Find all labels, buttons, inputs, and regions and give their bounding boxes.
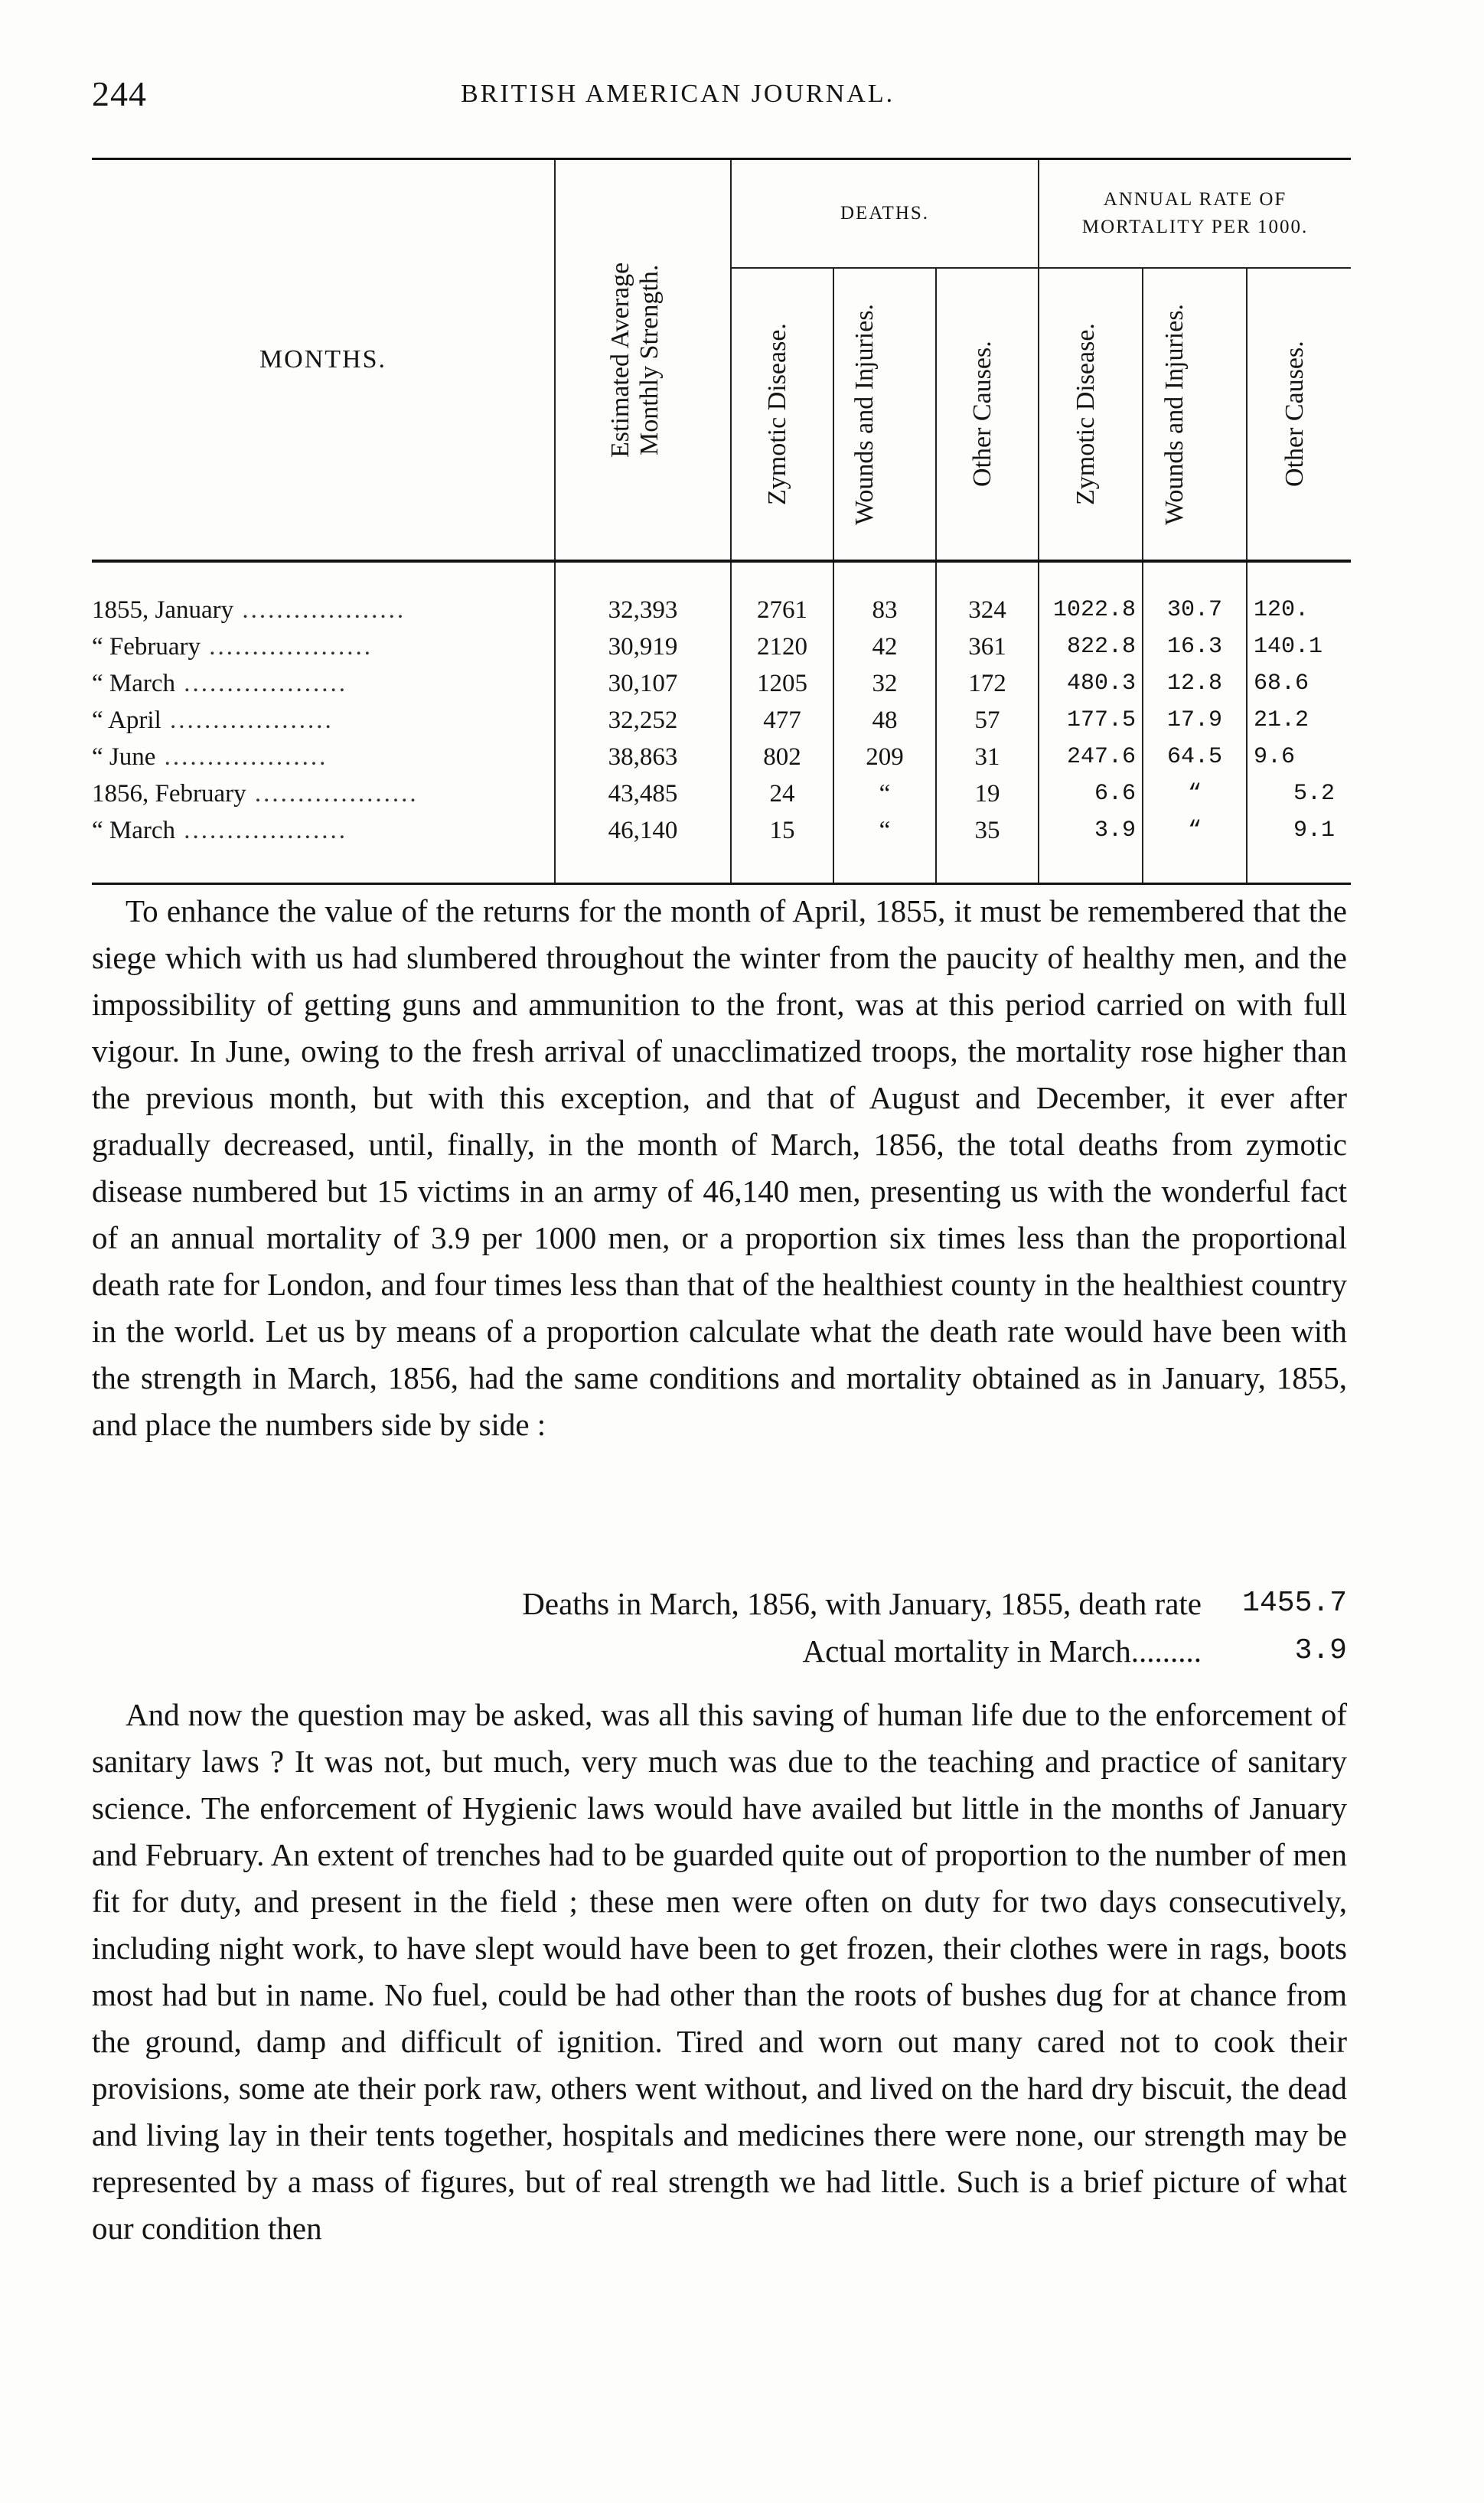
comparison-row (92, 1627, 1347, 1675)
deaths-other-cell: 361 (936, 628, 1039, 665)
comparison-value: 3.9 (1294, 1634, 1347, 1667)
comparison-label: Deaths in March, 1856, with January, 1855, death rate (522, 1586, 1202, 1621)
rate-zymotic-cell: 1022.8 (1039, 592, 1143, 628)
deaths-other-cell: 324 (936, 592, 1039, 628)
comparison-label: Actual mortality in March......... (802, 1633, 1202, 1669)
months-column-header: MONTHS. (92, 159, 555, 562)
rate-zymotic-cell: 3.9 (1039, 812, 1143, 849)
rate-other-cell: 9.1 (1247, 812, 1351, 849)
page-number: 244 (92, 74, 147, 113)
strength-cell: 46,140 (555, 812, 731, 849)
rate-wounds-cell: 12.8 (1143, 665, 1247, 702)
rate-other-cell: 5.2 (1247, 775, 1351, 812)
month-label: “ April (92, 707, 161, 734)
strength-cell: 30,919 (555, 628, 731, 665)
strength-header-text: Estimated Average Monthly Strength. (606, 262, 664, 458)
table-row (92, 775, 1351, 812)
month-label: 1856, February (92, 780, 246, 808)
rate-zymotic-cell: 480.3 (1039, 665, 1143, 702)
deaths-wounds-header-text: Wounds and Injuries. (850, 303, 879, 525)
deaths-zymotic-cell: 477 (731, 702, 833, 739)
deaths-other-cell: 35 (936, 812, 1039, 849)
rate-other-cell: 140.1 (1247, 628, 1351, 665)
running-head: BRITISH AMERICAN JOURNAL. (461, 80, 895, 108)
deaths-wounds-header (833, 268, 936, 561)
deaths-other-cell: 19 (936, 775, 1039, 812)
rate-wounds-cell: 16.3 (1143, 628, 1247, 665)
paragraph-text: To enhance the value of the returns for the month of April, 1855, it must be remembered that the siege which with us had slumbered throughout the winter from the paucity of healthy men, and the impossibility of getting guns and ammunition to the front, was at this period carried on with full vigour. In June, owing to the fresh arrival of unacclimatized troops, the mortality rose higher than the previous month, but with this exception, and that of August and December, it ever after gradually decreased, until, finally, in the month of March, 1856, the total deaths from zymotic disease numbered but 15 victims in an army of 46,140 men, presenting us with the wonderful fact of an annual mortality of 3.9 per 1000 men, or a proportion six times less than the proportional death rate for London, and four times less than that of the healthiest county in the healthiest country in the world. Let us by means of a proportion calculate what the death rate would have been with the strength in March, 1856, had the same conditions and mortality obtained as in January, 1855, and place the numbers side by side : (92, 893, 1347, 1442)
rate-wounds-cell: 64.5 (1143, 739, 1247, 775)
deaths-other-cell: 57 (936, 702, 1039, 739)
rate-other-cell: 21.2 (1247, 702, 1351, 739)
month-cell: “ April ................... (92, 707, 334, 734)
table-row (92, 665, 1351, 702)
month-cell: 1855, January ................... (92, 596, 406, 624)
deaths-other-header (936, 268, 1039, 561)
deaths-wounds-cell: 83 (833, 592, 936, 628)
table-row (92, 628, 1351, 665)
rate-zymotic-header-text: Zymotic Disease. (1071, 323, 1101, 505)
rate-zymotic-cell: 6.6 (1039, 775, 1143, 812)
deaths-zymotic-cell: 24 (731, 775, 833, 812)
rate-other-cell: 120. (1247, 592, 1351, 628)
body-paragraph-1 (92, 888, 1347, 1448)
rate-other-cell: 68.6 (1247, 665, 1351, 702)
mortality-table (92, 158, 1351, 885)
rate-wounds-cell: 17.9 (1143, 702, 1247, 739)
death-rate-comparison (92, 1580, 1347, 1675)
strength-cell: 43,485 (555, 775, 731, 812)
rate-other-header-text: Other Causes. (1280, 341, 1309, 488)
month-label: “ March (92, 670, 176, 697)
table-row (92, 592, 1351, 628)
rate-wounds-header-text: Wounds and Injuries. (1160, 303, 1189, 525)
deaths-zymotic-cell: 15 (731, 812, 833, 849)
strength-cell: 32,393 (555, 592, 731, 628)
month-cell: “ March ................... (92, 670, 348, 697)
rate-zymotic-header (1039, 268, 1143, 561)
deaths-other-header-text: Other Causes. (968, 341, 996, 488)
deaths-zymotic-cell: 2120 (731, 628, 833, 665)
body-paragraph-2 (92, 1692, 1347, 2252)
month-label: “ February (92, 633, 201, 661)
deaths-other-cell: 31 (936, 739, 1039, 775)
month-label: “ March (92, 817, 176, 844)
rate-wounds-header (1143, 268, 1247, 561)
deaths-wounds-cell: “ (833, 775, 936, 812)
deaths-wounds-cell: 209 (833, 739, 936, 775)
strength-cell: 30,107 (555, 665, 731, 702)
strength-cell: 32,252 (555, 702, 731, 739)
rate-other-cell: 9.6 (1247, 739, 1351, 775)
table-row (92, 702, 1351, 739)
deaths-wounds-cell: 48 (833, 702, 936, 739)
month-cell: “ June ................... (92, 743, 328, 771)
table-row (92, 739, 1351, 775)
month-label: “ June (92, 743, 156, 771)
strength-column-header (555, 159, 731, 562)
deaths-zymotic-header-text: Zymotic Disease. (763, 323, 791, 505)
month-label: 1855, January (92, 596, 234, 624)
deaths-zymotic-header (731, 268, 833, 561)
rate-zymotic-cell: 822.8 (1039, 628, 1143, 665)
deaths-zymotic-cell: 802 (731, 739, 833, 775)
deaths-wounds-cell: 32 (833, 665, 936, 702)
page-header (92, 73, 1347, 119)
deaths-other-cell: 172 (936, 665, 1039, 702)
deaths-zymotic-cell: 2761 (731, 592, 833, 628)
rate-wounds-cell: “ (1143, 775, 1247, 812)
paragraph-text: And now the question may be asked, was all this saving of human life due to the enforcement of sanitary laws ? It was not, but much, very much was due to the teaching and practice of sanitary science. The enforcement of Hygienic laws would have availed but little in the months of January and February. An extent of trenches had to be guarded quite out of proportion to the number of men fit for duty, and present in the field ; these men were often on duty for two days consecutively, including night work, to have slept would have been to get frozen, their clothes were in rags, boots most had but in name. No fuel, could be had other than the roots of bushes dug for at chance from the ground, damp and difficult of ignition. Tired and worn out many cared not to cook their provisions, some ate their pork raw, others went without, and lived on the hard dry biscuit, the dead and living lay in their tents together, hospitals and medicines there were none, our strength may be represented by a mass of figures, but of real strength we had little. Such is a brief picture of what our condition then (92, 1697, 1347, 2246)
month-cell: 1856, February ................... (92, 780, 419, 808)
deaths-wounds-cell: “ (833, 812, 936, 849)
month-cell: “ February ................... (92, 633, 373, 661)
strength-cell: 38,863 (555, 739, 731, 775)
deaths-zymotic-cell: 1205 (731, 665, 833, 702)
rate-group-header: ANNUAL RATE OF MORTALITY PER 1000. (1039, 159, 1351, 269)
rate-zymotic-cell: 247.6 (1039, 739, 1143, 775)
rate-other-header (1247, 268, 1351, 561)
comparison-row (92, 1580, 1347, 1627)
deaths-group-header: DEATHS. (731, 159, 1039, 269)
rate-wounds-cell: 30.7 (1143, 592, 1247, 628)
rate-wounds-cell: “ (1143, 812, 1247, 849)
month-cell: “ March ................... (92, 817, 348, 844)
comparison-value: 1455.7 (1242, 1587, 1347, 1620)
rate-zymotic-cell: 177.5 (1039, 702, 1143, 739)
table-row (92, 812, 1351, 849)
deaths-wounds-cell: 42 (833, 628, 936, 665)
